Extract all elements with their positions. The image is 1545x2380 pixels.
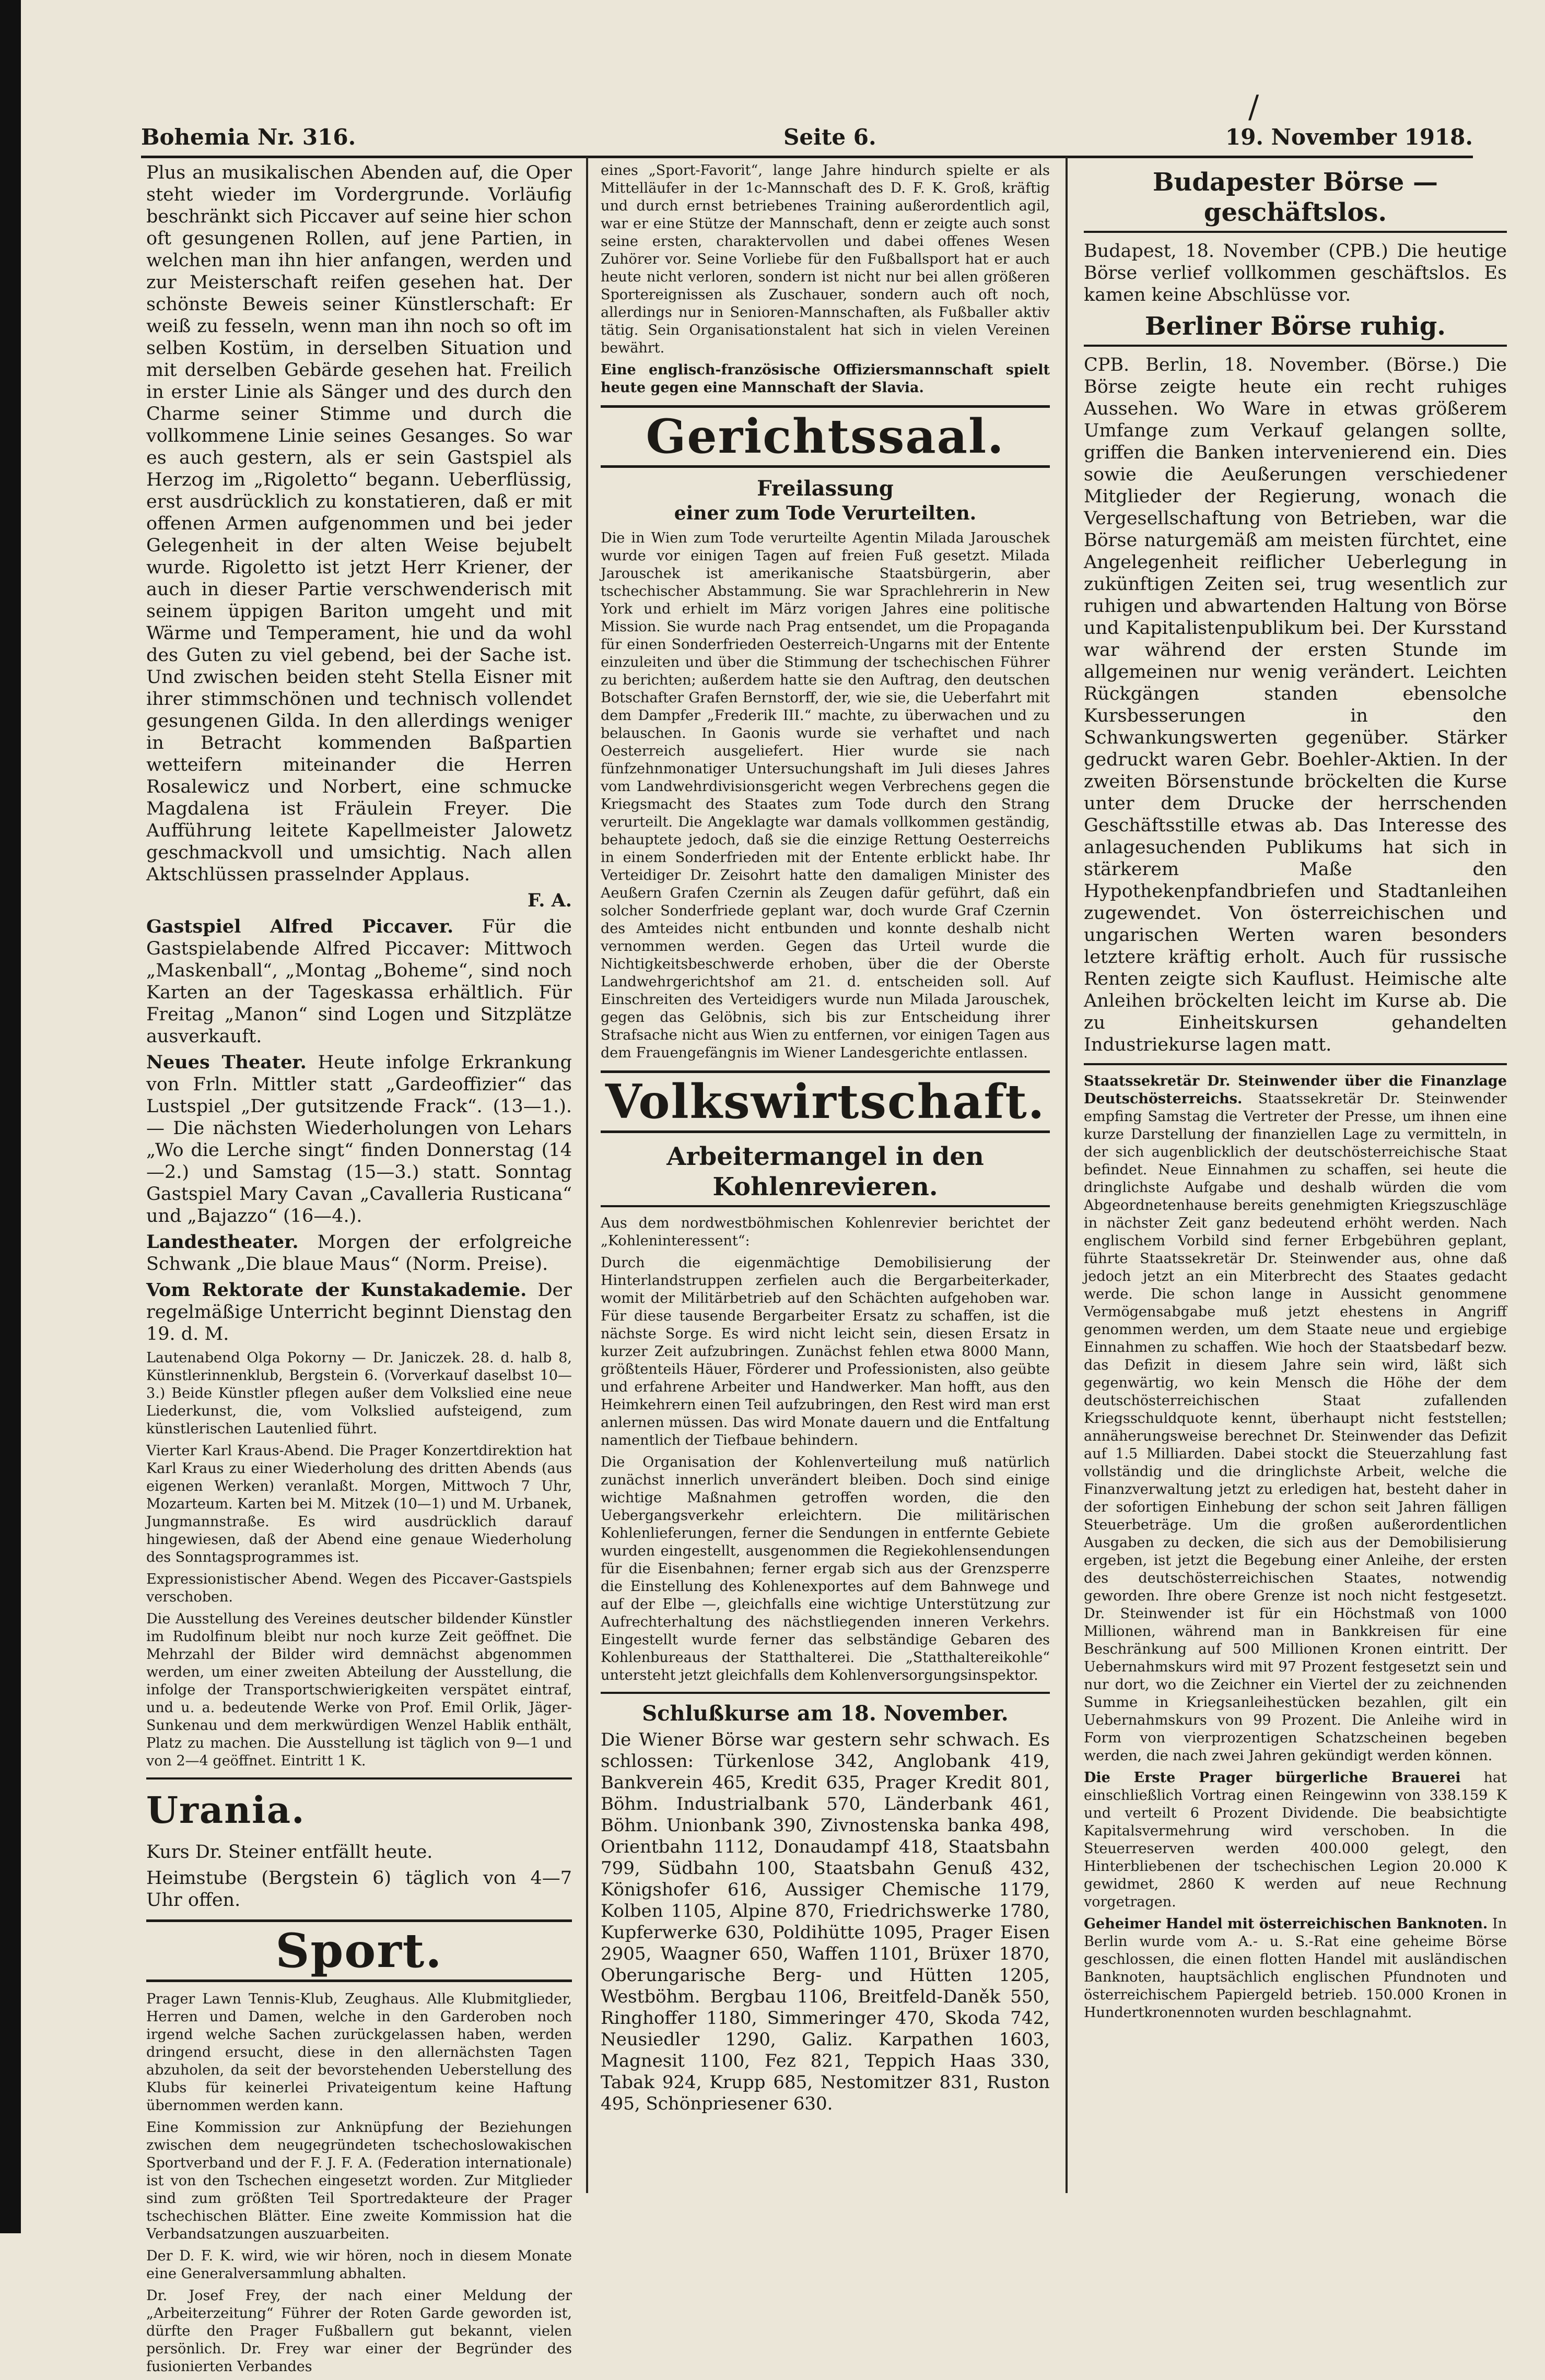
column-right xyxy=(1084,162,1507,2026)
small-notices xyxy=(146,1349,572,1770)
budapest-text: Budapest, 18. November (CPB.) Die heutige Börse verlief vollkommen geschäftslos. Es kamen keine Abschlüsse vor. xyxy=(1084,241,1507,305)
schlusskurse-text: Die Wiener Börse war gestern sehr schwach. Es schlossen: Türkenlose 342, Anglobank 419, Bankverein 465, Kredit 635, Prager Kredit 801, Böhm. Industrialbank 570, Länderbank 461, Böhm. Unionbank 390, Zivnostenska banka 498, Orientbahn 1112, Donaudampf 418, Staatsbahn 799, Südbahn 100, Staatsbahn Genuß 432, Königshofer 616, Aussiger Chemische 1179, Kolben 1105, Alpine 870, Friedrichswerke 1780, Kupferwerke 630, Poldihütte 1095, Prager Eisen 2905, Waagner 650, Waffen 1101, Brüxer 1870, Oberungarische Berg- und Hütten 1205, Westböhm. Bergbau 1106, Breitfeld-Daněk 550, Ringhoffer 1180, Simmeringer 470, Skoda 742, Neusiedler 1290, Galiz. Karpathen 1603, Magnesit 1100, Fez 821, Teppich Haas 330, Tabak 924, Krupp 685, Nestomitzer 831, Ruston 495, Schönpriesener 630. xyxy=(601,1729,1050,2114)
column-rule xyxy=(1066,157,1068,2193)
notice-neues-theater: Neues Theater. Heute infolge Erkrankung von Frln. Mittler statt „Gardeoffizier“ das Lustspiel „Der gutsitzende Frack“. (13—1.). — Die nächsten Wiederholungen von Lehars „Wo die Lerche singt“ finden Donnerstag (14—2.) und Samstag (15—3.) statt. Sonntag Gastspiel Mary Cavan „Cavalleria Rusticana“ und „Bajazzo“ (16—4.). xyxy=(146,1052,572,1227)
divider xyxy=(1084,1063,1507,1065)
scan-edge xyxy=(0,0,21,2233)
brauerei-notice: Die Erste Prager bürgerliche Brauerei hat einschließlich Vortrag einen Reingewinn von 338.159 K und verteilt 6 Prozent Dividende. Die beabsichtigte Kapitalsvermehrung wird verschoben. In die Steuerreserven werden 400.000 gelegt, den Hinterbliebenen der tschechischen Legion 20.000 K gewidmet, 2860 K werden auf neue Rechnung vorgetragen. xyxy=(1084,1770,1507,1910)
column-middle xyxy=(601,162,1050,2119)
budapest-heading: Budapester Börse — geschäftslos. xyxy=(1084,167,1507,233)
finance-notices xyxy=(1084,1073,1507,2022)
arbeitermangel-heading: Arbeitermangel in den Kohlenrevieren. xyxy=(601,1141,1050,1207)
notice-kraus-abend: Vierter Karl Kraus-Abend. Die Prager Konzertdirektion hat Karl Kraus zu einer Wiederholung des dritten Abends (aus eigenen Werken) veranlaßt. Morgen, Mittwoch 7 Uhr, Mozarteum. Karten bei M. Mitzek (10—1) und M. Urbanek, Jungmannstraße. Es wird ausdrücklich darauf hingewiesen, daß der Abend eine genaue Wiederholung des Sonntagsprogrammes ist. xyxy=(146,1443,572,1565)
page-number: Seite 6. xyxy=(783,124,876,150)
article-subtitle: einer zum Tode Verurteilten. xyxy=(674,502,977,524)
banknoten-notice: Geheimer Handel mit österreichischen Banknoten. In Berlin wurde vom A.- u. S.-Rat eine geheime Börse geschlossen, die einen flotten Handel mit ausländischen Banknoten, hauptsächlich englischen Pfundnoten und österreichischem Papiergeld betrieb. 150.000 Kronen in Hundertkronennoten wurden beschlagnahmt. xyxy=(1084,1916,1507,2021)
urania-item: Heimstube (Bergstein 6) täglich von 4—7 Uhr offen. xyxy=(146,1868,572,1911)
sport-item: Prager Lawn Tennis-Klub, Zeughaus. Alle Klubmitglieder, Herren und Damen, welche in den Garderoben noch irgend welche Sachen zurückgelassen haben, werden dringend ersucht, diese in den allernächsten Tagen abzuholen, da seit der bevorstehenden Ueberstellung des Klubs für keinerlei Privateigentum keine Haftung übernommen werden kann. xyxy=(146,1991,572,2114)
arbeit-paragraph: Die Organisation der Kohlenverteilung muß natürlich zunächst innerlich unverändert bleiben. Doch sind einige wichtige Maßnahmen getroffen worden, die den Uebergangsverkehr erleichtern. Die militärischen Kohlenlieferungen, ferner die Sendungen in entfernte Gebiete wurden eingestellt, ausgenommen die Regiekohlensendungen für die Eisenbahnen; ferner ergab sich aus der Grenzsperre die Einstellung des Kohlenexportes auf dem Bahnwege und auf der Elbe —, gleichfalls eine wichtige Unterstützung zur Aufrechterhaltung des nächstliegenden inneren Verkehrs. Eingestellt wurde ferner das selbständige Gebaren des Kohlenbureaus der Statthalterei. Die „Statthaltereikohle“ untersteht jetzt gleichfalls dem Kohlenversorgungsinspektor. xyxy=(601,1454,1050,1683)
steinwender-article: Staatssekretär Dr. Steinwender über die Finanzlage Deutschösterreichs. Staatssekretär Dr. Steinwender empfing Samstag die Vertreter der Presse, um ihnen eine kurze Darstellung der finanziellen Lage zu vermitteln, in der sich augenblicklich der deutschösterreichische Staat befindet. Neue Einnahmen zu schaffen, sei heute die dringlichste Aufgabe und deshalb würden die vom Abgeordnetenhause bereits genehmigten Kriegszuschläge in nächster Zeit ganz bedeutend erhöht werden. Nach englischem Vorbild sind ferner Erbgebühren geplant, führte Staatssekretär Dr. Steinwender aus, ohne daß jedoch jetzt an ein Miterbrecht des Staates gedacht werde. Die schon lange in Aussicht genommene Vermögensabgabe muß jetzt ehestens in Angriff genommen werden, um dem Staate neue und ergiebige Einnahmen zu schaffen. Wie hoch der Staatsbedarf bezw. das Defizit in diesem Jahre sein wird, läßt sich gegenwärtig, wo kein Mensch die Höhe der dem deutschösterreichischen Staat zufallenden Kriegsschuldquote kennt, überhaupt nicht feststellen; annäherungsweise berechnet Dr. Steinwender das Defizit auf 1.5 Milliarden. Dabei stockt die Steuerzahlung fast vollständig und die dringlichste Arbeit, welche die Finanzverwaltung jetzt zu erledigen hat, besteht daher in der sofortigen Einhebung der schon seit Jahren fälligen Steuerbeträge. Um die großen außerordentlichen Ausgaben zu decken, die sich aus der Demobilisierung ergeben, ist jetzt die Begebung einer Anleihe, der ersten des deutschösterreichischen Staates, notwendig geworden. Ihre obere Grenze ist noch nicht festgesetzt. Dr. Steinwender ist für ein Höchstmaß von 1000 Millionen, während man in Bankkreisen für eine Beschränkung auf 500 Millionen Kronen eintritt. Der Uebernahmskurs wird mit 97 Prozent festgesetzt sein und nur dort, wo die Zeichner ein Viertel der zu zeichnenden Summe in Kriegsanleihestücken bezahlen, gilt ein Uebernahmskurs von 99 Prozent. Die Anleihe wird in Form von vierprozentigen Schatzscheinen begeben werden, die nach zwei Jahren gekündigt werden können. xyxy=(1084,1073,1507,1764)
sport-continued: eines „Sport-Favorit“, lange Jahre hindurch spielte er als Mittelläufer in der 1c-Mannschaft des D. F. K. Groß, kräftig und durch ernst betriebenes Training außerordentlich agil, war er eine Stütze der Mannschaft, denn er zeigte auch sonst seine ersten, charaktervollen und dabei offenes Wesen Zuhörer vor. Seine Vorliebe für den Fußballsport hat er auch heute nicht verloren, sondern ist nicht nur bei allen größeren Sportereignissen als Zuschauer, sondern auch oft noch, allerdings nur in Senioren-Mannschaften, als Fußballer aktiv tätig. Sein Organisationstalent hat sich in vielen Vereinen bewährt. xyxy=(601,162,1050,356)
gericht-article: Die in Wien zum Tode verurteilte Agentin Milada Jarouschek wurde vor einigen Tagen auf freien Fuß gesetzt. Milada Jarouschek ist amerikanische Staatsbürgerin, aber tschechischer Abstammung. Sie war Sprachlehrerin in New York und erhielt im März vorigen Jahres eine politische Mission. Sie wurde nach Prag entsendet, um die Propaganda für einen Sonderfrieden Oesterreich-Ungarns mit der Entente einzuleiten und über die Stimmung der tschechischen Führer zu berichten; außerdem hatte sie den Auftrag, den deutschen Botschafter Grafen Bernstorff, der, wie sie, die Ueberfahrt mit dem Dampfer „Frederik III.“ machte, zu überwachen und zu belauschen. In Gaonis wurde sie verhaftet und nach Oesterreich ausgeliefert. Hier wurde sie nach fünfzehnmonatiger Untersuchungshaft im Juli dieses Jahres vom Landwehrdivisionsgericht wegen Verbrechens gegen die Kriegsmacht des Staates zum Tode durch den Strang verurteilt. Die Angeklagte war damals vollkommen geständig, behauptete jedoch, daß sie die einzige Rettung Oesterreichs in einem Sonderfrieden mit der Entente erblickt habe. Ihr Verteidiger Dr. Zeisohrt hatte den damaligen Minister des Aeußern Grafen Czernin als Zeugen dafür geführt, daß ein solcher Sonderfriede geplant war, doch wurde Graf Czernin des Amteides nicht entbunden und konnte deshalb nicht vernommen werden. Gegen das Urteil wurde die Nichtigkeitsbeschwerde erhoben, über die der Oberste Landwehrgerichtshof am 21. d. entscheiden soll. Auf Einschreiten des Verteidigers wurde nun Milada Jarouschek, gegen das Gelöbnis, sich bis zur Entscheidung ihrer Strafsache nicht aus Wien zu entfernen, vor einigen Tagen aus dem Frauengefängnis im Wiener Landesgerichte entlassen. xyxy=(601,530,1050,1061)
volkswirtschaft-heading: Volkswirtschaft. xyxy=(601,1070,1050,1133)
sport-item: Eine Kommission zur Anknüpfung der Beziehungen zwischen dem neugegründeten tschechoslowakischen Sportverband und der F. J. F. A. (Federation internationale) ist von den Tschechen eingesetzt worden. Zur Mitglieder sind zum größten Teil Sportredakteure der Prager tschechischen Blätter. Eine zweite Kommission hat die Verbandsatzungen auszuarbeiten. xyxy=(146,2119,572,2242)
urania-item: Kurs Dr. Steiner entfällt heute. xyxy=(146,1842,433,1863)
issue-date: 19. November 1918. xyxy=(1225,124,1473,150)
gerichtssaal-heading: Gerichtssaal. xyxy=(601,405,1050,468)
notice-landestheater: Landestheater. Morgen der erfolgreiche Schwank „Die blaue Maus“ (Norm. Preise). xyxy=(146,1231,572,1275)
schlusskurse-heading: Schlußkurse am 18. November. xyxy=(642,1701,1009,1726)
pencil-mark: / xyxy=(1248,89,1259,125)
sport-item: Dr. Josef Frey, der nach einer Meldung der „Arbeiterzeitung“ Führer der Roten Garde geworden ist, dürfte den Prager Fußballern gut bekannt, vielen persönlich. Dr. Frey war einer der Begründer des fusionierten Verbandes xyxy=(146,2288,572,2375)
arbeit-paragraph: Aus dem nordwestböhmischen Kohlenrevier berichtet der „Kohleninteressent“: xyxy=(601,1215,1050,1249)
urania-heading: Urania. xyxy=(146,1788,306,1832)
arbeit-paragraph: Durch die eigenmächtige Demobilisierung der Hinterlandstruppen zerfielen auch die Bergarbeiterkader, womit der Militärbetrieb auf den Schächten aufgehoben war. Für diese tausende Bergarbeiter Ersatz zu schaffen, ist die nächste Sorge. Es wird nicht leicht sein, diesen Ersatz in kurzer Zeit aufzubringen. Zunächst fehlen etwa 8000 Mann, größtenteils Häuer, Förderer und Professionisten, also geübte und erfahrene Arbeiter und Handwerker. Man hofft, aus den Heimkehrern einen Teil aufzubringen, den Rest wird man erst anlernen müssen. Das wird Monate dauern und die Entfaltung namentlich der Tiefbaue behindern. xyxy=(601,1255,1050,1448)
sport-heading: Sport. xyxy=(146,1919,572,1982)
opera-signature: F. A. xyxy=(527,890,572,911)
column-rule xyxy=(586,157,588,2193)
notice-expressionist: Expressionistischer Abend. Wegen des Piccaver-Gastspiels verschoben. xyxy=(146,1571,572,1605)
opera-review: Plus an musikalischen Abenden auf, die Oper steht wieder im Vordergrunde. Vorläufig beschränkt sich Piccaver auf seine hier schon oft gesungenen Rollen, auf jene Partien, in welchen man ihn hier anfangen, werden und zur Meisterschaft reifen gesehen hat. Der schönste Beweis seiner Künstlerschaft: Er weiß zu fesseln, wenn man ihn noch so oft im selben Kostüm, in derselben Situation und mit derselben Gebärde gesehen hat. Freilich in erster Linie als Sänger und des durch den Charme seiner Stimme und durch die vollkommene Linie seines Gesanges. So war es auch gestern, als er sein Gastspiel als Herzog im „Rigoletto“ begann. Ueberflüssig, erst ausdrücklich zu konstatieren, daß er mit offenen Armen aufgenommen und bei jeder Gelegenheit in der alten Weise bejubelt wurde. Rigoletto ist jetzt Herr Kriener, der auch in dieser Partie verschwenderisch mit seinem üppigen Bariton umgeht und mit Wärme und Temperament, hie und da wohl des Guten zu viel gebend, bei der Sache ist. Und zwischen beiden steht Stella Eisner mit ihrer stimmschönen und technisch vollendet gesungenen Gilda. In den allerdings weniger in Betracht kommenden Baßpartien wetteifern miteinander die Herren Rosalewicz und Norbert, eine schmucke Magdalena ist Fräulein Freyer. Die Aufführung leitete Kapellmeister Jalowetz geschmackvoll und umsichtig. Nach allen Aktschlüssen prasselnder Applaus. xyxy=(146,162,572,885)
offiziers-notice: Eine englisch-französische Offiziersmannschaft spielt heute gegen eine Mannschaft der Slavia. xyxy=(601,362,1050,396)
notice-lautenabend: Lautenabend Olga Pokorny — Dr. Janiczek. 28. d. halb 8, Künstlerinnenklub, Bergstein 6. (Vorverkauf daselbst 10—3.) Beide Künstler pflegen außer dem Volkslied eine neue Liederkunst, die, vom Volkslied aufsteigend, zum künstlerischen Lautenlied führt. xyxy=(146,1350,572,1437)
berlin-heading: Berliner Börse ruhig. xyxy=(1084,311,1507,347)
notice-kunstakademie: Vom Rektorate der Kunstakademie. Der regelmäßige Unterricht beginnt Dienstag den 19. d. M. xyxy=(146,1279,572,1345)
notice-piccaver: Gastspiel Alfred Piccaver. Für die Gastspielabende Alfred Piccaver: Mittwoch „Maskenball“, „Montag „Boheme“, sind noch Karten an der Tageskassa erhältlich. Für Freitag „Manon“ sind Logen und Sitzplätze ausverkauft. xyxy=(146,916,572,1047)
issue-number: Bohemia Nr. 316. xyxy=(141,124,356,150)
sport-item: Der D. F. K. wird, wie wir hören, noch in diesem Monate eine Generalversammlung abhalten. xyxy=(146,2248,572,2282)
article-title: Freilassung xyxy=(757,476,894,501)
column-left xyxy=(146,162,572,2380)
sport-notices xyxy=(146,1990,572,2376)
divider xyxy=(146,1777,572,1780)
notice-ausstellung: Die Ausstellung des Vereines deutscher bildender Künstler im Rudolfinum bleibt nur noch kurze Zeit geöffnet. Die Mehrzahl der Bilder wird demnächst abgenommen werden, um einer zweiten Abteilung der Ausstellung, die infolge der Transportschwierigkeiten verspätet eintraf, und u. a. bedeutende Werke von Prof. Emil Orlik, Jäger-Sunkenau und dem merkwürdigen Wenzel Hablik enthält, Platz zu machen. Die Ausstellung ist täglich von 9—1 und von 2—4 geöffnet. Eintritt 1 K. xyxy=(146,1611,572,1769)
berlin-text: CPB. Berlin, 18. November. (Börse.) Die Börse zeigte heute ein recht ruhiges Aussehen. Wo Ware in etwas größerem Umfange zum Verkauf gelangen sollte, griffen die Banken intervenierend ein. Dies sowie die Aeußerungen verschiedener Mitglieder der Regierung, wonach die Vergesellschaftung von Betrieben, war die Börse naturgemäß am meisten fürchtet, eine Angelegenheit reiflicher Ueberlegung in zukünftigen Zeiten sei, trug wesentlich zur ruhigen und abwartenden Haltung von Börse und Kapitalistenpublikum bei. Der Kursstand war während der ersten Stunde im allgemeinen nur wenig verändert. Leichten Rückgängen standen ebensolche Kursbesserungen in den Schwankungswerten gegenüber. Stärker gedruckt waren Gebr. Boehler-Aktien. In der zweiten Börsenstunde bröckelten die Kurse unter dem Drucke der herrschenden Geschäftsstille etwas ab. Das Interesse des anlagesuchenden Publikums hat sich in stärkerem Maße den Hypothekenpfandbriefen und Stadtanleihen zugewendet. Von österreichischen und ungarischen Werten waren besonders letztere kräftig erholt. Auch für russische Renten zeigte sich Kauflust. Heimische alte Anleihen bröckelten leicht im Kurse ab. Die zu Einheitskursen gehandelten Industriekurse lagen matt. xyxy=(1084,355,1507,1055)
divider xyxy=(601,1692,1050,1694)
page-header xyxy=(141,119,1473,158)
